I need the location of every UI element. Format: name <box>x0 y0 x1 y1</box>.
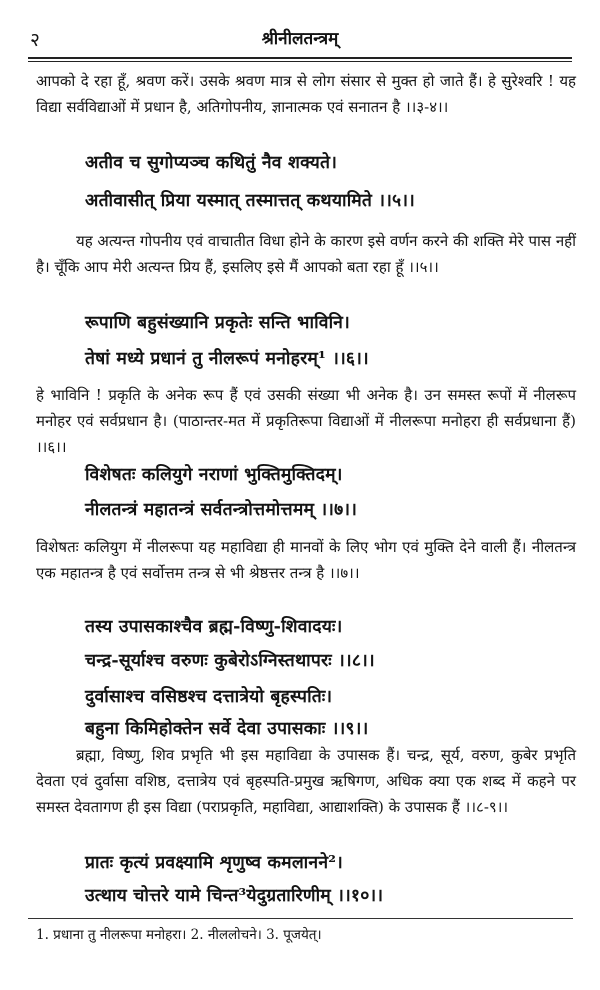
sanskrit-verse-line: तस्य उपासकाश्चैव ब्रह्म-विष्णु-शिवादयः। <box>85 617 343 637</box>
sanskrit-verse-line: रूपाणि बहुसंख्यानि प्रकृतेः सन्ति भाविनि। <box>85 313 350 333</box>
sanskrit-verse-line: तेषां मध्ये प्रधानं तु नीलरूपं मनोहरम्¹ ।।६।। <box>85 349 369 369</box>
sanskrit-verse-line: चन्द्र-सूर्याश्च वरुणः कुबेरोऽग्निस्तथापरः ।।८।। <box>85 651 375 671</box>
translation-paragraph: हे भाविनि ! प्रकृति के अनेक रूप हैं एवं उसकी संख्या भी अनेक है। उन समस्त रूपों में नीलरूप मनोहर एवं सर्वप्रधान है। (पाठान्तर-मत में प्रकृतिरूपा विद्याओं में नीलरूपा मनोहरा ही सर्वप्रधाना हैं) ।।६।। <box>36 386 576 456</box>
translation-paragraph: ब्रह्मा, विष्णु, शिव प्रभृति भी इस महाविद्या के उपासक हैं। चन्द्र, सूर्य, वरुण, कुबेर प्रभृति देवता एवं दुर्वासा वशिष्ठ, दत्तात्रेय एवं बृहस्पति-प्रमुख ऋषिगण, अधिक क्या एक शब्द में कहने पर समस्त देवतागण ही इस विद्या (पराप्रकृति, महाविद्या, आद्याशक्ति) के उपासक हैं ।।८-९।। <box>36 746 576 816</box>
page-header <box>30 26 570 56</box>
sanskrit-verse-line: नीलतन्त्रं महातन्त्रं सर्वतन्त्रोत्तमोत्तमम् ।।७।। <box>85 500 358 520</box>
sanskrit-verse-line: प्रातः कृत्यं प्रवक्ष्यामि शृणुष्व कमलानने²। <box>85 853 343 873</box>
header-rule-thin <box>28 61 572 62</box>
translation-paragraph: विशेषतः कलियुग में नीलरूपा यह महाविद्या ही मानवों के लिए भोग एवं मुक्ति देने वाली हैं। नीलतन्त्र एक महातन्त्र है एवं सर्वोत्तम तन्त्र से भी श्रेष्ठत्तर तन्त्र है ।।७।। <box>36 538 576 582</box>
footnotes: 1. प्रधाना तु नीलरूपा मनोहरा। 2. नीललोचने। 3. पूजयेत्। <box>36 927 322 943</box>
sanskrit-verse-line: अतीव च सुगोप्यञ्च कथितुं नैव शक्यते। <box>85 153 338 173</box>
translation-paragraph: आपको दे रहा हूँ, श्रवण करें। उसके श्रवण मात्र से लोग संसार से मुक्त हो जाते हैं। हे सुरेश्वरि ! यह विद्या सर्वविद्याओं में प्रधान है, अतिगोपनीय, ज्ञानात्मक एवं सनातन है ।।३-४।। <box>36 72 576 116</box>
page-number: २ <box>30 29 40 51</box>
footnote-rule <box>28 918 573 919</box>
sanskrit-verse-line: दुर्वासाश्च वसिष्ठश्च दत्तात्रेयो बृहस्पतिः। <box>85 687 333 707</box>
sanskrit-verse-line: अतीवासीत् प्रिया यस्मात् तस्मात्तत् कथयामिते ।।५।। <box>85 191 415 211</box>
sanskrit-verse-line: बहुना किमिहोक्तेन सर्वे देवा उपासकाः ।।९।। <box>85 719 369 739</box>
translation-paragraph: यह अत्यन्त गोपनीय एवं वाचातीत विधा होने के कारण इसे वर्णन करने की शक्ति मेरे पास नहीं है। चूँकि आप मेरी अत्यन्त प्रिय हैं, इसलिए इसे मैं आपको बता रहा हूँ ।।५।। <box>36 232 576 276</box>
header-rule <box>28 57 572 59</box>
running-title: श्रीनीलतन्त्रम् <box>261 29 339 49</box>
sanskrit-verse-line: उत्थाय चोत्तरे यामे चिन्त³येदुग्रतारिणीम् ।।१०।। <box>85 886 384 906</box>
sanskrit-verse-line: विशेषतः कलियुगे नराणां भुक्तिमुक्तिदम्। <box>85 465 343 485</box>
